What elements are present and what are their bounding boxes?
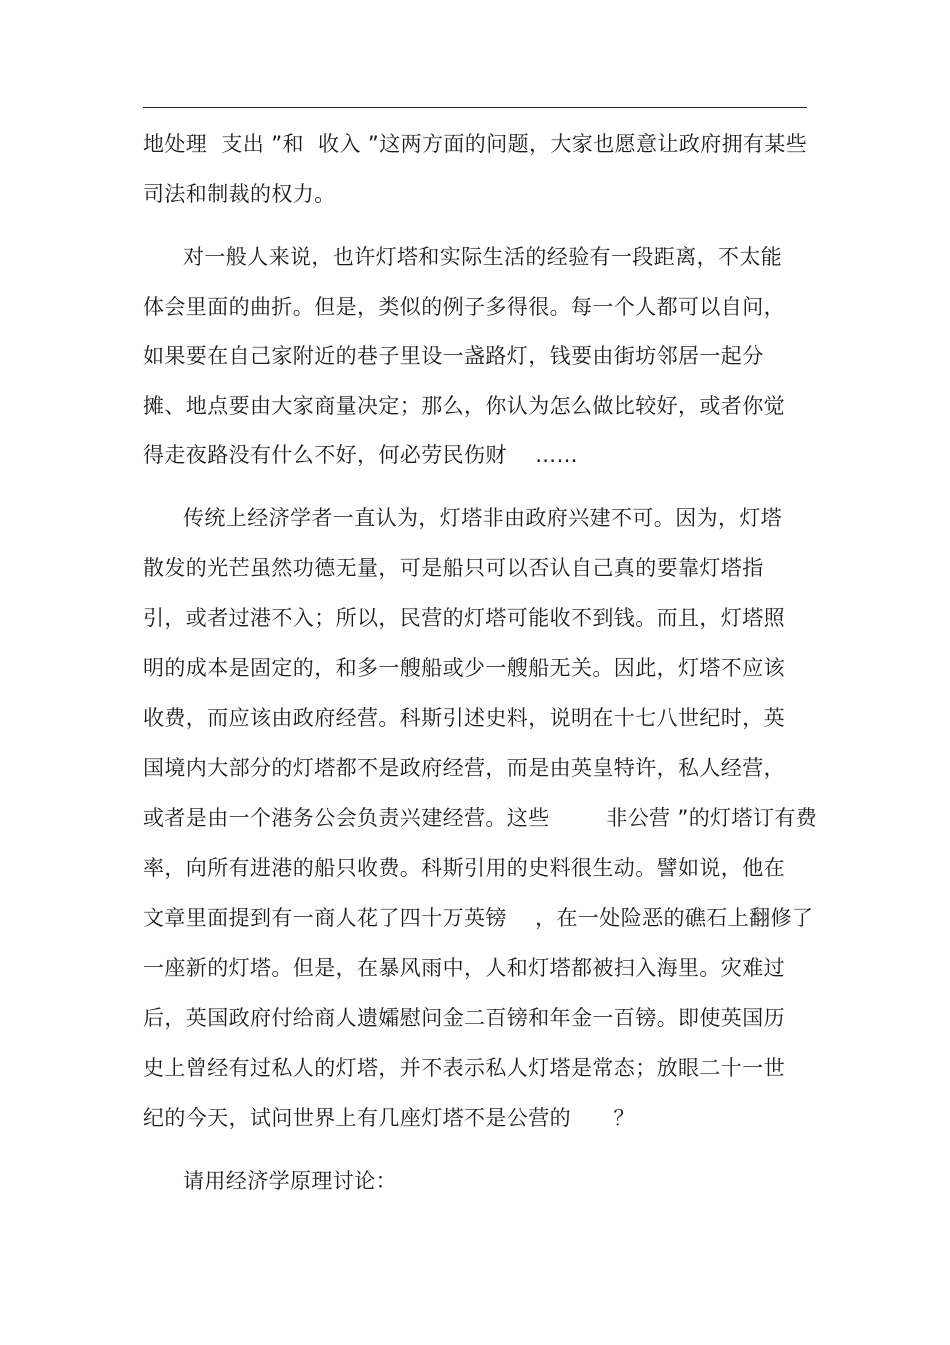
- text-line: 纪的今天，试问世界上有几座灯塔不是公营的 ？: [143, 1106, 635, 1130]
- text-line: 散发的光芒虽然功德无量，可是船只可以否认自己真的要靠灯塔指: [143, 556, 764, 580]
- text-line: 收费，而应该由政府经营。科斯引述史料，说明在十七八世纪时，英: [143, 706, 785, 730]
- header-rule: [143, 107, 807, 108]
- text-line: 司法和制裁的权力。: [143, 182, 336, 206]
- text-line: 体会里面的曲折。但是，类似的例子多得很。每一个人都可以自问，: [143, 295, 785, 319]
- text-line: 国境内大部分的灯塔都不是政府经营，而是由英皇特许，私人经营，: [143, 756, 785, 780]
- text-line: 文章里面提到有一商人花了四十万英镑 ，在一处险恶的礁石上翻修了: [143, 906, 814, 930]
- text-line: 史上曾经有过私人的灯塔，并不表示私人灯塔是常态；放眼二十一世: [143, 1056, 785, 1080]
- paragraph-first-line: 传统上经济学者一直认为，灯塔非由政府兴建不可。因为，灯塔: [183, 506, 783, 530]
- paragraph-first-line: 对一般人来说，也许灯塔和实际生活的经验有一段距离，不太能: [183, 245, 783, 269]
- question-prompt: 请用经济学原理讨论：: [183, 1169, 397, 1193]
- text-line: 明的成本是固定的，和多一艘船或少一艘船无关。因此，灯塔不应该: [143, 656, 785, 680]
- text-line: 后，英国政府付给商人遗孀慰问金二百镑和年金一百镑。即使英国历: [143, 1006, 785, 1030]
- text-line: 率，向所有进港的船只收费。科斯引用的史料很生动。譬如说，他在: [143, 856, 785, 880]
- text-line: 引，或者过港不入；所以，民营的灯塔可能收不到钱。而且，灯塔照: [143, 606, 785, 630]
- text-line: 如果要在自己家附近的巷子里设一盏路灯，钱要由街坊邻居一起分: [143, 344, 764, 368]
- text-line: 摊、地点要由大家商量决定；那么，你认为怎么做比较好，或者你觉: [143, 394, 785, 418]
- text-line: 地处理 支出 ”和 收入 ”这两方面的问题，大家也愿意让政府拥有某些: [143, 132, 808, 156]
- text-line: 得走夜路没有什么不好，何必劳民伤财 ……: [143, 443, 578, 467]
- text-line: 或者是由一个港务公会负责兴建经营。这些 非公营 ”的灯塔订有费: [143, 806, 818, 830]
- text-line: 一座新的灯塔。但是，在暴风雨中，人和灯塔都被扫入海里。灾难过: [143, 956, 785, 980]
